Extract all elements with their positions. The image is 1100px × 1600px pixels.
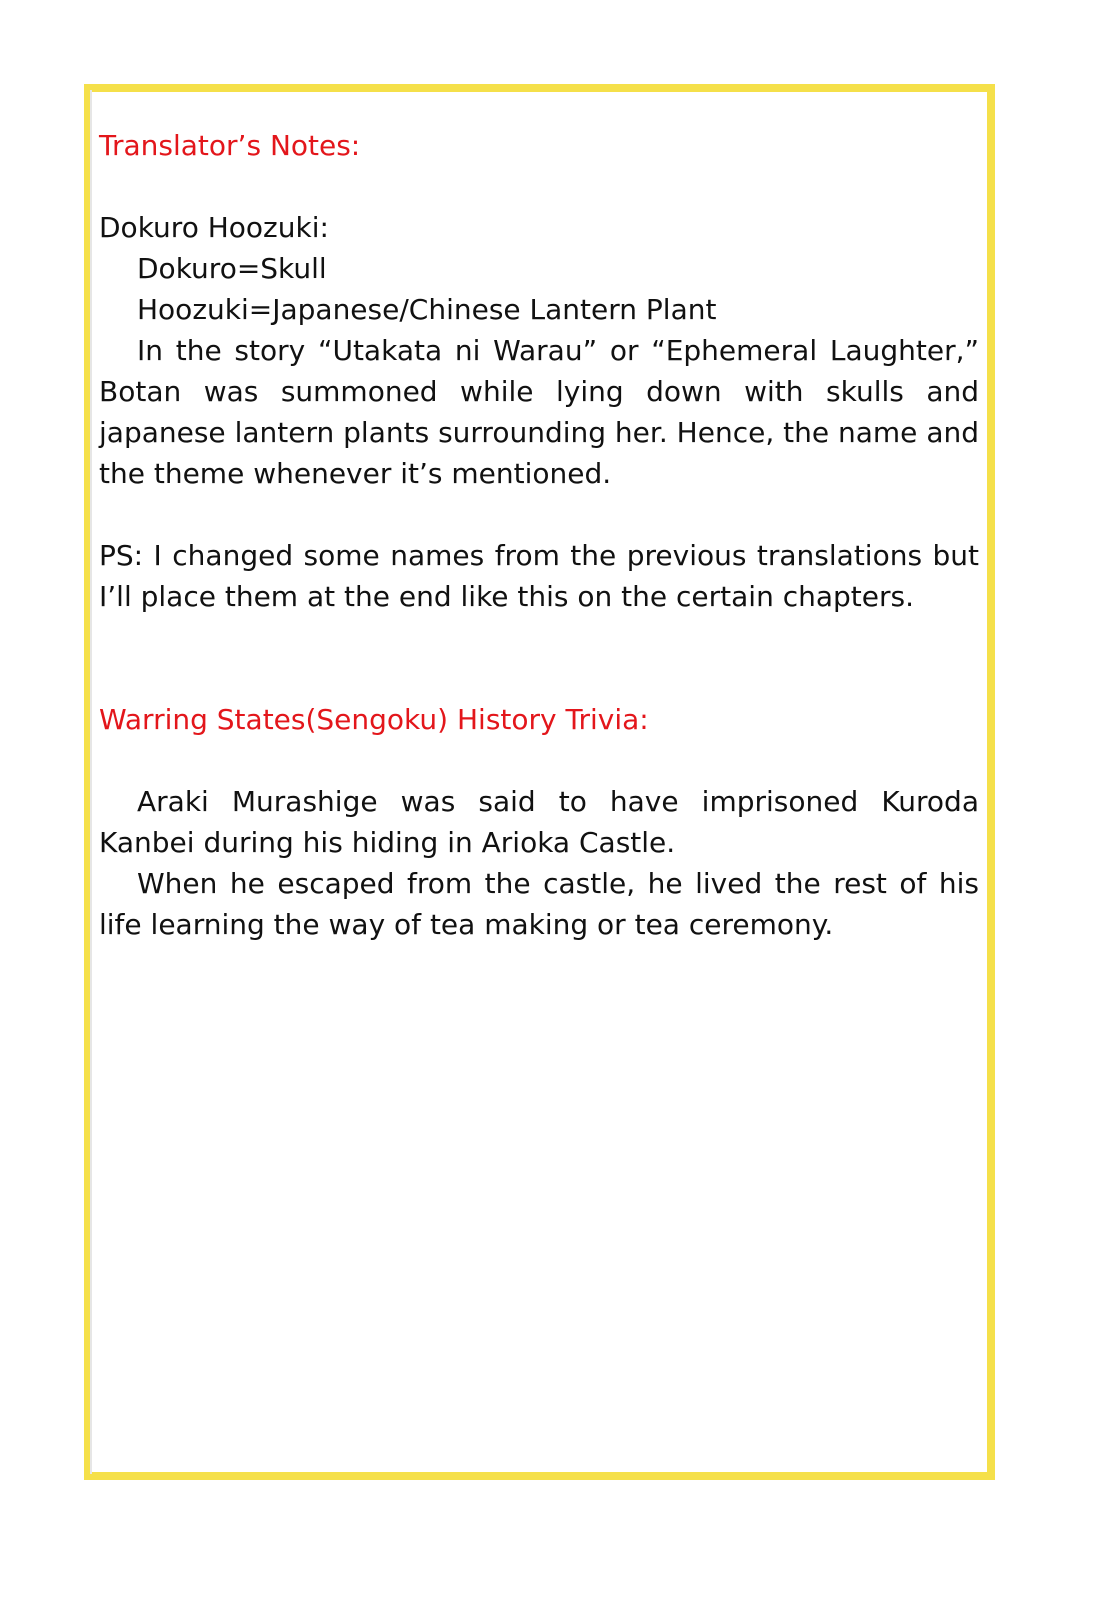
trivia-paragraph-1: Araki Murashige was said to have imprisoned Kuroda Kanbei during his hiding in Arioka Castle. [99, 785, 979, 859]
definition-dokuro: Dokuro=Skull [137, 252, 327, 285]
story-paragraph: In the story “Utakata ni Warau” or “Ephemeral Laughter,” Botan was summoned while lying down with skulls and japanese lantern plants surrounding her. Hence, the name and the theme whenever it’s mentioned. [99, 334, 979, 490]
translators-notes-heading: Translator’s Notes: [99, 129, 361, 162]
inner-divider [90, 90, 92, 1474]
trivia-paragraph-2: When he escaped from the castle, he lived the rest of his life learning the way of tea making or tea ceremony. [99, 867, 979, 941]
notes-content [99, 125, 979, 945]
trivia-heading: Warring States(Sengoku) History Trivia: [99, 703, 649, 736]
term-dokuro-hoozuki: Dokuro Hoozuki: [99, 211, 329, 244]
definition-hoozuki: Hoozuki=Japanese/Chinese Lantern Plant [137, 293, 717, 326]
ps-paragraph: PS: I changed some names from the previous translations but I’ll place them at the end like this on the certain chapters. [99, 539, 979, 613]
